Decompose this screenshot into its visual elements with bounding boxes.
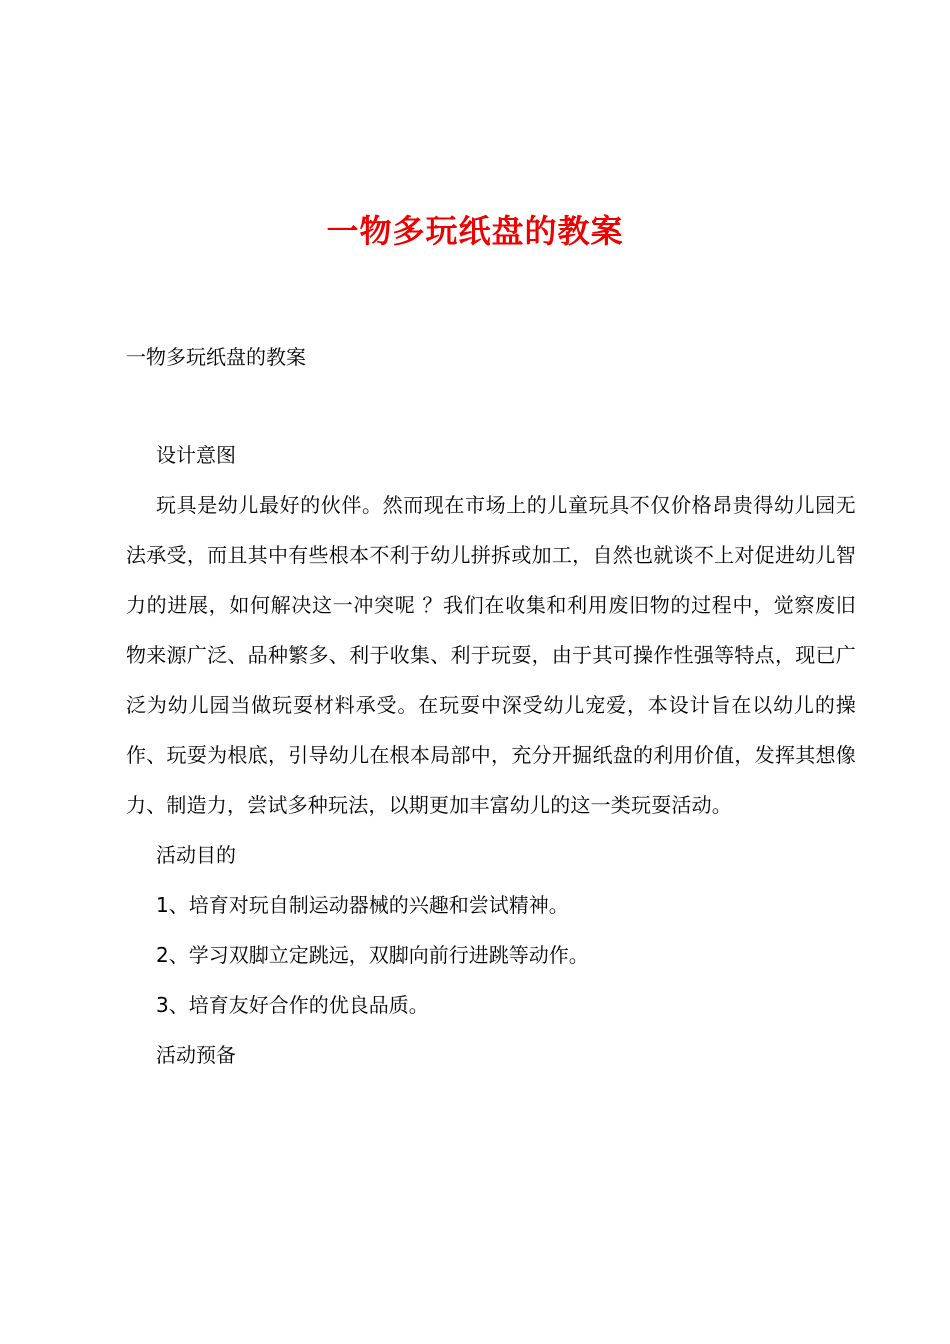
document-title: 一物多玩纸盘的教案 <box>326 212 624 250</box>
section-heading-goals: 活动目的 <box>156 843 236 867</box>
design-paragraph: 玩具是幼儿最好的伙伴。然而现在市场上的儿童玩具不仅价格昂贵得幼儿园无法承受，而且其中有些根本不利于幼儿拼拆或加工，自然也就谈不上对促进幼儿智力的进展，如何解决这一冲突呢 ？我们在收集和利用废旧物的过程中，觉察废旧物来源广泛、品种繁多、利于收集、利于玩耍，由于其可操作性强等特点，现已广泛为幼儿园当做玩耍材料承受。在玩耍中深受幼儿宠爱，本设计旨在以幼儿的操作、玩耍为根底，引导幼儿在根本局部中，充分开掘纸盘的利用价值，发挥其想像力、制造力，尝试多种玩法，以期更加丰富幼儿的这一类玩耍活动。 <box>126 493 856 817</box>
goal-item: 1、培育对玩自制运动器械的兴趣和尝试精神。 <box>156 893 569 917</box>
document-body <box>126 438 856 1080</box>
section-heading-design: 设计意图 <box>156 443 236 467</box>
document-subtitle: 一物多玩纸盘的教案 <box>126 345 306 369</box>
section-heading-preparation: 活动预备 <box>156 1043 236 1067</box>
goal-item: 3、培育友好合作的优良品质。 <box>156 993 429 1017</box>
goal-item: 2、学习双脚立定跳远，双脚向前行进跳等动作。 <box>156 943 589 967</box>
